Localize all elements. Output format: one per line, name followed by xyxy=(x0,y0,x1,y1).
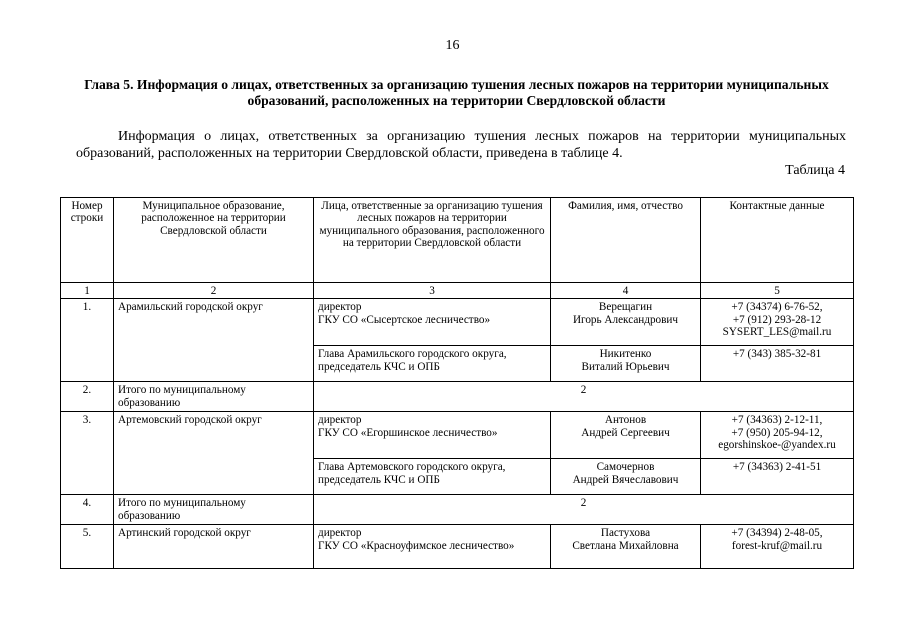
responsible-role: Глава Артемовского городского округа, председатель КЧС и ОПБ xyxy=(314,459,551,495)
municipality-name: Артемовский городской округ xyxy=(114,412,314,495)
person-name: Верещагин Игорь Александрович xyxy=(551,299,701,346)
page-number: 16 xyxy=(445,38,460,53)
chapter-heading: Глава 5. Информация о лицах, ответственных за организацию тушения лесных пожаров на территории муниципальных образований, расположенных на территории Свердловской области xyxy=(84,77,829,108)
table-body xyxy=(61,299,854,569)
row-number: 4. xyxy=(61,495,114,525)
responsible-role: директор ГКУ СО «Егоршинское лесничество» xyxy=(314,412,551,459)
person-name: Самочернов Андрей Вячеславович xyxy=(551,459,701,495)
municipality-name: Артинский городской округ xyxy=(114,525,314,569)
table-row-total xyxy=(61,495,854,525)
header-row-number: Номер строки xyxy=(61,198,114,283)
row-number: 1. xyxy=(61,299,114,382)
column-number-row xyxy=(61,283,854,299)
column-number: 2 xyxy=(114,283,314,299)
header-contacts: Контактные данные xyxy=(701,198,854,283)
header-full-name: Фамилия, имя, отчество xyxy=(551,198,701,283)
table-row-total xyxy=(61,382,854,412)
row-number: 3. xyxy=(61,412,114,495)
contact-details: +7 (34363) 2-12-11, +7 (950) 205-94-12, egorshinskoe-@yandex.ru xyxy=(701,412,854,459)
table-row xyxy=(61,299,854,346)
header-municipality: Муниципальное образование, расположенное на территории Свердловской области xyxy=(114,198,314,283)
header-responsible-persons: Лица, ответственные за организацию тушения лесных пожаров на территории муниципального образования, расположенного на территории Свердловской области xyxy=(314,198,551,283)
intro-paragraph: Информация о лицах, ответственных за организацию тушения лесных пожаров на территории муниципальных образований, расположенных на территории Свердловской области, приведена в таблице 4. xyxy=(76,129,846,161)
responsible-role: директор ГКУ СО «Красноуфимское лесничество» xyxy=(314,525,551,569)
row-number: 5. xyxy=(61,525,114,569)
table-row xyxy=(61,412,854,459)
person-name: Никитенко Виталий Юрьевич xyxy=(551,346,701,382)
column-number: 4 xyxy=(551,283,701,299)
municipality-name: Арамильский городской округ xyxy=(114,299,314,382)
total-value: 2 xyxy=(314,495,854,525)
total-value: 2 xyxy=(314,382,854,412)
total-label: Итого по муниципальному образованию xyxy=(114,495,314,525)
responsible-role: директор ГКУ СО «Сысертское лесничество» xyxy=(314,299,551,346)
contact-details: +7 (34374) 6-76-52, +7 (912) 293-28-12 SYSERT_LES@mail.ru xyxy=(701,299,854,346)
table-header-row xyxy=(61,198,854,283)
responsible-persons-table xyxy=(60,197,854,569)
person-name: Пастухова Светлана Михайловна xyxy=(551,525,701,569)
contact-details: +7 (34363) 2-41-51 xyxy=(701,459,854,495)
column-number: 1 xyxy=(61,283,114,299)
table-caption: Таблица 4 xyxy=(785,163,845,178)
contact-details: +7 (34394) 2-48-05, forest-kruf@mail.ru xyxy=(701,525,854,569)
person-name: Антонов Андрей Сергеевич xyxy=(551,412,701,459)
row-number: 2. xyxy=(61,382,114,412)
column-number: 3 xyxy=(314,283,551,299)
column-number: 5 xyxy=(701,283,854,299)
total-label: Итого по муниципальному образованию xyxy=(114,382,314,412)
contact-details: +7 (343) 385-32-81 xyxy=(701,346,854,382)
responsible-role: Глава Арамильского городского округа, председатель КЧС и ОПБ xyxy=(314,346,551,382)
table-row xyxy=(61,525,854,569)
